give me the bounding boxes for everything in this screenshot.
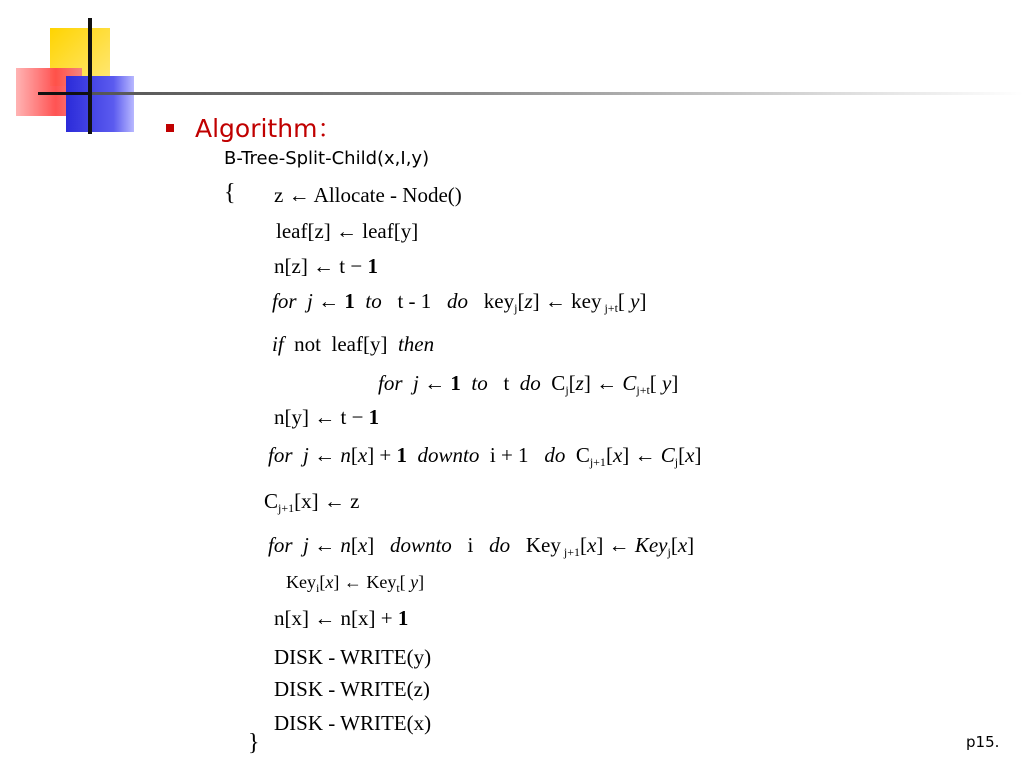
- code-line-11: n[x] ← n[x] + 1: [274, 606, 409, 630]
- code-line-1: leaf[z] ← leaf[y]: [276, 219, 419, 243]
- close-brace: }: [248, 730, 260, 756]
- logo-vertical-bar: [88, 18, 92, 134]
- code-line-2: n[z] ← t − 1: [274, 254, 378, 278]
- code-line-5: for j ← 1 to t do $C_j[z]$ ← $C_{j+t}$[ y]: [378, 371, 679, 397]
- code-line-6: n[y] ← t − 1: [274, 405, 380, 429]
- code-line-0: z ← Allocate - Node(): [274, 183, 462, 207]
- code-line-3: for j ← 1 to t - 1 do key$_j$[z] ← key $_{j+t}$[ y]: [272, 289, 647, 315]
- corner-logo: [0, 0, 140, 140]
- slide-heading: Algorithm：: [195, 114, 343, 143]
- open-brace: {: [224, 180, 236, 206]
- code-line-14: DISK - WRITE(x): [274, 711, 432, 735]
- algorithm-signature: B-Tree-Split-Child(x,I,y): [224, 148, 430, 169]
- code-line-9: for j ← n[x] downto i do Key $_{j+1}$[x] ← Key$_j$[x]: [268, 533, 695, 559]
- bullet-square-icon: [166, 124, 174, 132]
- logo-blue-square: [66, 76, 134, 132]
- code-line-7: for j ← n[x] + 1 downto i + 1 do $C_{j+1}[x]$ ← $C_j[x]$: [268, 443, 702, 469]
- code-line-13: DISK - WRITE(z): [274, 677, 430, 701]
- code-line-8: $C_{j+1}[x]$ ← z: [264, 489, 360, 515]
- code-line-10: Key$_i$[x] ← Key$_t$[ y]: [286, 572, 425, 595]
- code-line-4: if not leaf[y] then: [272, 332, 435, 356]
- page-number: p15.: [966, 733, 1000, 751]
- code-line-12: DISK - WRITE(y): [274, 645, 432, 669]
- title-rule: [92, 92, 1024, 95]
